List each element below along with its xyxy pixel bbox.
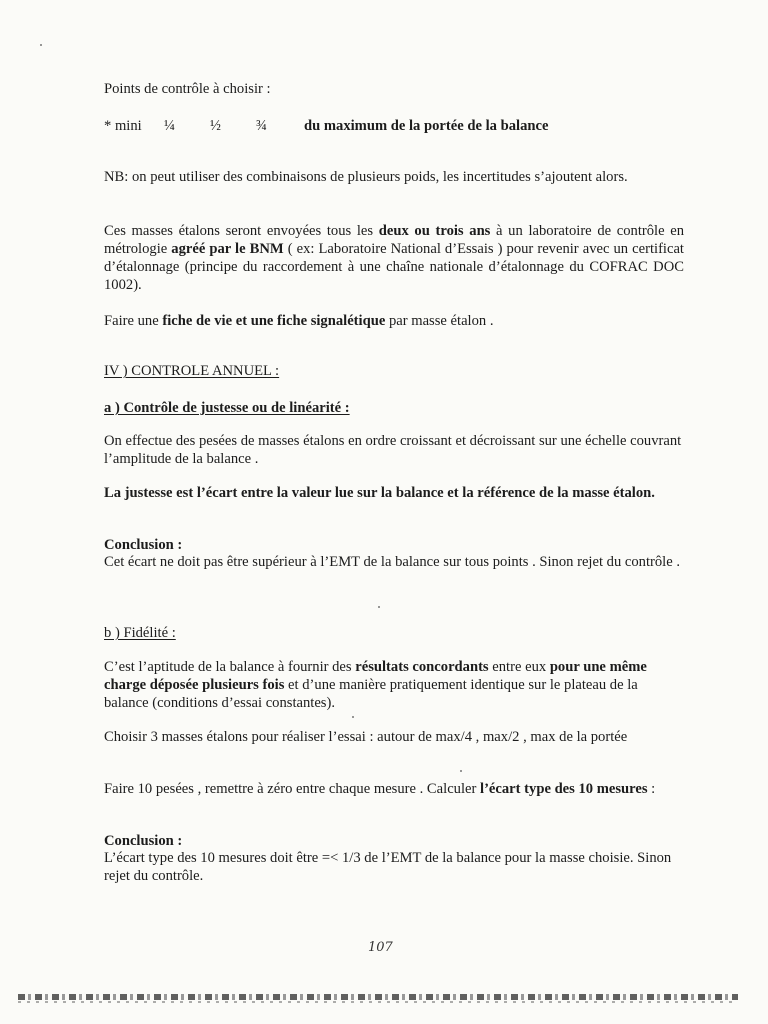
scan-edge-artifact bbox=[18, 994, 738, 1000]
scan-edge-artifact-line bbox=[18, 1001, 738, 1003]
page-number: 107 bbox=[368, 940, 393, 955]
fidelite-bold-1: résultats concordants bbox=[355, 659, 489, 675]
pesees-paragraph bbox=[104, 780, 684, 798]
fidelite-text-3: et d’une manière pratiquement identique sur le plateau de la balance (conditions d’essai constantes). bbox=[104, 677, 638, 711]
a-paragraph: On effectue des pesées de masses étalons en ordre croissant et décroissant sur une échelle couvrant l’amplitude de la balance . bbox=[104, 433, 682, 467]
scan-speck bbox=[40, 44, 42, 46]
pesees-text-1: Faire 10 pesées , remettre à zéro entre chaque mesure . Calculer bbox=[104, 781, 481, 797]
scan-speck bbox=[352, 716, 354, 718]
masses-bold-bnm: agréé par le BNM bbox=[171, 241, 284, 257]
points-title: Points de contrôle à choisir : bbox=[104, 81, 271, 97]
masses-bold-period: deux ou trois ans bbox=[378, 223, 491, 239]
fraction-half: ½ bbox=[210, 118, 221, 134]
conclusion-b-title: Conclusion : bbox=[104, 833, 183, 849]
masses-text-3: ( ex: Laboratoire National d’Essais ) pour revenir avec un certificat d’étalonnage (principe du raccordement à une chaîne nationale d’étalonnage du COFRAC DOC 1002). bbox=[104, 241, 684, 293]
scan-speck bbox=[460, 770, 462, 772]
subsection-a-heading: a ) Contrôle de justesse ou de linéarité : bbox=[104, 400, 350, 416]
masses-paragraph bbox=[104, 222, 684, 294]
fidelite-bold-2: pour une même charge déposée plusieurs fois bbox=[104, 659, 647, 693]
fidelite-text-1: C’est l’aptitude de la balance à fournir des bbox=[104, 659, 356, 675]
fraction-quarter: ¼ bbox=[164, 118, 175, 134]
choisir-paragraph: Choisir 3 masses étalons pour réaliser l’essai : autour de max/4 , max/2 , max de la portée bbox=[104, 729, 628, 745]
conclusion-b-text: L’écart type des 10 mesures doit être =< 1/3 de l’EMT de la balance pour la masse choisie. Sinon rejet du contrôle. bbox=[104, 850, 672, 884]
points-line bbox=[104, 117, 684, 135]
fraction-three-quarters: ¾ bbox=[256, 118, 267, 134]
fidelite-text-2: entre eux bbox=[488, 659, 550, 675]
fidelite-paragraph bbox=[104, 658, 684, 712]
fiche-text-1: Faire une bbox=[104, 313, 163, 329]
pesees-text-2: : bbox=[647, 781, 656, 797]
masses-text-1: Ces masses étalons seront envoyées tous les bbox=[104, 223, 379, 239]
pesees-bold: l’écart type des 10 mesures bbox=[480, 781, 648, 797]
justesse-definition: La justesse est l’écart entre la valeur lue sur la balance et la référence de la masse étalon. bbox=[104, 485, 655, 501]
fiche-text-2: par masse étalon . bbox=[385, 313, 494, 329]
points-range: du maximum de la portée de la balance bbox=[304, 118, 549, 134]
nb-paragraph: NB: on peut utiliser des combinaisons de plusieurs poids, les incertitudes s’ajoutent alors. bbox=[104, 169, 628, 185]
scan-speck bbox=[378, 606, 380, 608]
masses-text-2: à un laboratoire de contrôle en métrologie bbox=[104, 223, 685, 257]
fiche-bold: fiche de vie et une fiche signalétique bbox=[162, 313, 386, 329]
fiche-paragraph bbox=[104, 312, 684, 330]
points-bullet: * mini bbox=[104, 118, 142, 134]
conclusion-a-title: Conclusion : bbox=[104, 537, 183, 553]
section-iv-heading: IV ) CONTROLE ANNUEL : bbox=[104, 363, 280, 379]
subsection-b-heading: b ) Fidélité : bbox=[104, 625, 176, 641]
conclusion-a-text: Cet écart ne doit pas être supérieur à l’EMT de la balance sur tous points . Sinon rejet du contrôle . bbox=[104, 554, 681, 570]
